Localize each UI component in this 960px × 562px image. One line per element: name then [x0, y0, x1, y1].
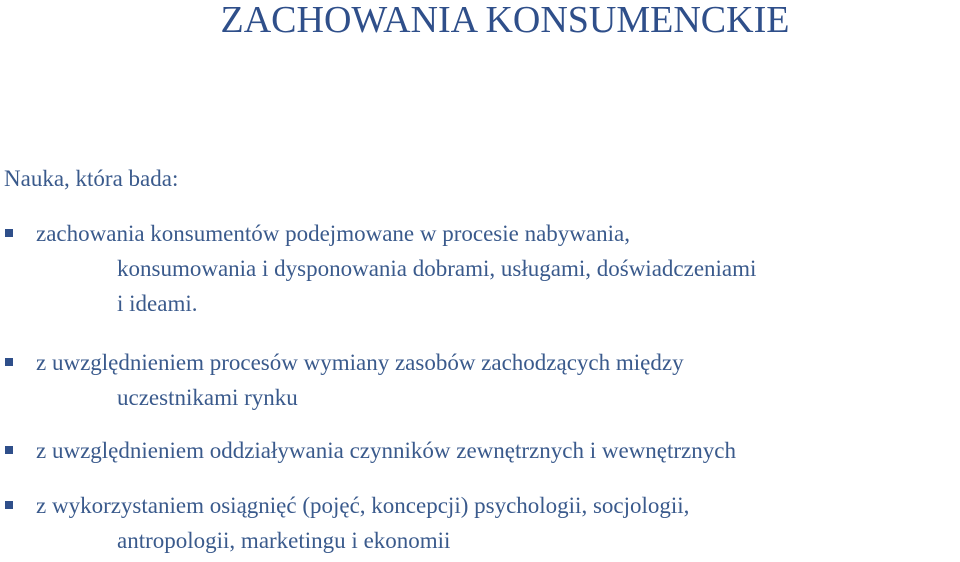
square-bullet-icon — [5, 501, 13, 509]
intro-text: Nauka, która bada: — [4, 166, 179, 191]
list-item — [5, 216, 756, 321]
page-title: ZACHOWANIA KONSUMENCKIE — [220, 0, 790, 41]
list-item-line: z uwzględnieniem oddziaływania czynników zewnętrznych i wewnętrznych — [36, 438, 736, 463]
list-item-line: zachowania konsumentów podejmowane w procesie nabywania, — [36, 221, 630, 246]
list-item — [5, 433, 736, 468]
list-item-line: uczestnikami rynku — [117, 385, 298, 410]
list-item-line: konsumowania i dysponowania dobrami, usługami, doświadczeniami — [117, 256, 757, 281]
list-item — [5, 345, 684, 415]
list-item — [5, 488, 689, 558]
list-item-line: i ideami. — [117, 291, 198, 316]
square-bullet-icon — [5, 229, 13, 237]
list-item-line: z uwzględnieniem procesów wymiany zasobów zachodzących między — [36, 350, 684, 375]
list-item-line: z wykorzystaniem osiągnięć (pojęć, koncepcji) psychologii, socjologii, — [36, 493, 690, 518]
square-bullet-icon — [5, 358, 13, 366]
list-item-line: antropologii, marketingu i ekonomii — [117, 528, 451, 553]
square-bullet-icon — [5, 446, 13, 454]
